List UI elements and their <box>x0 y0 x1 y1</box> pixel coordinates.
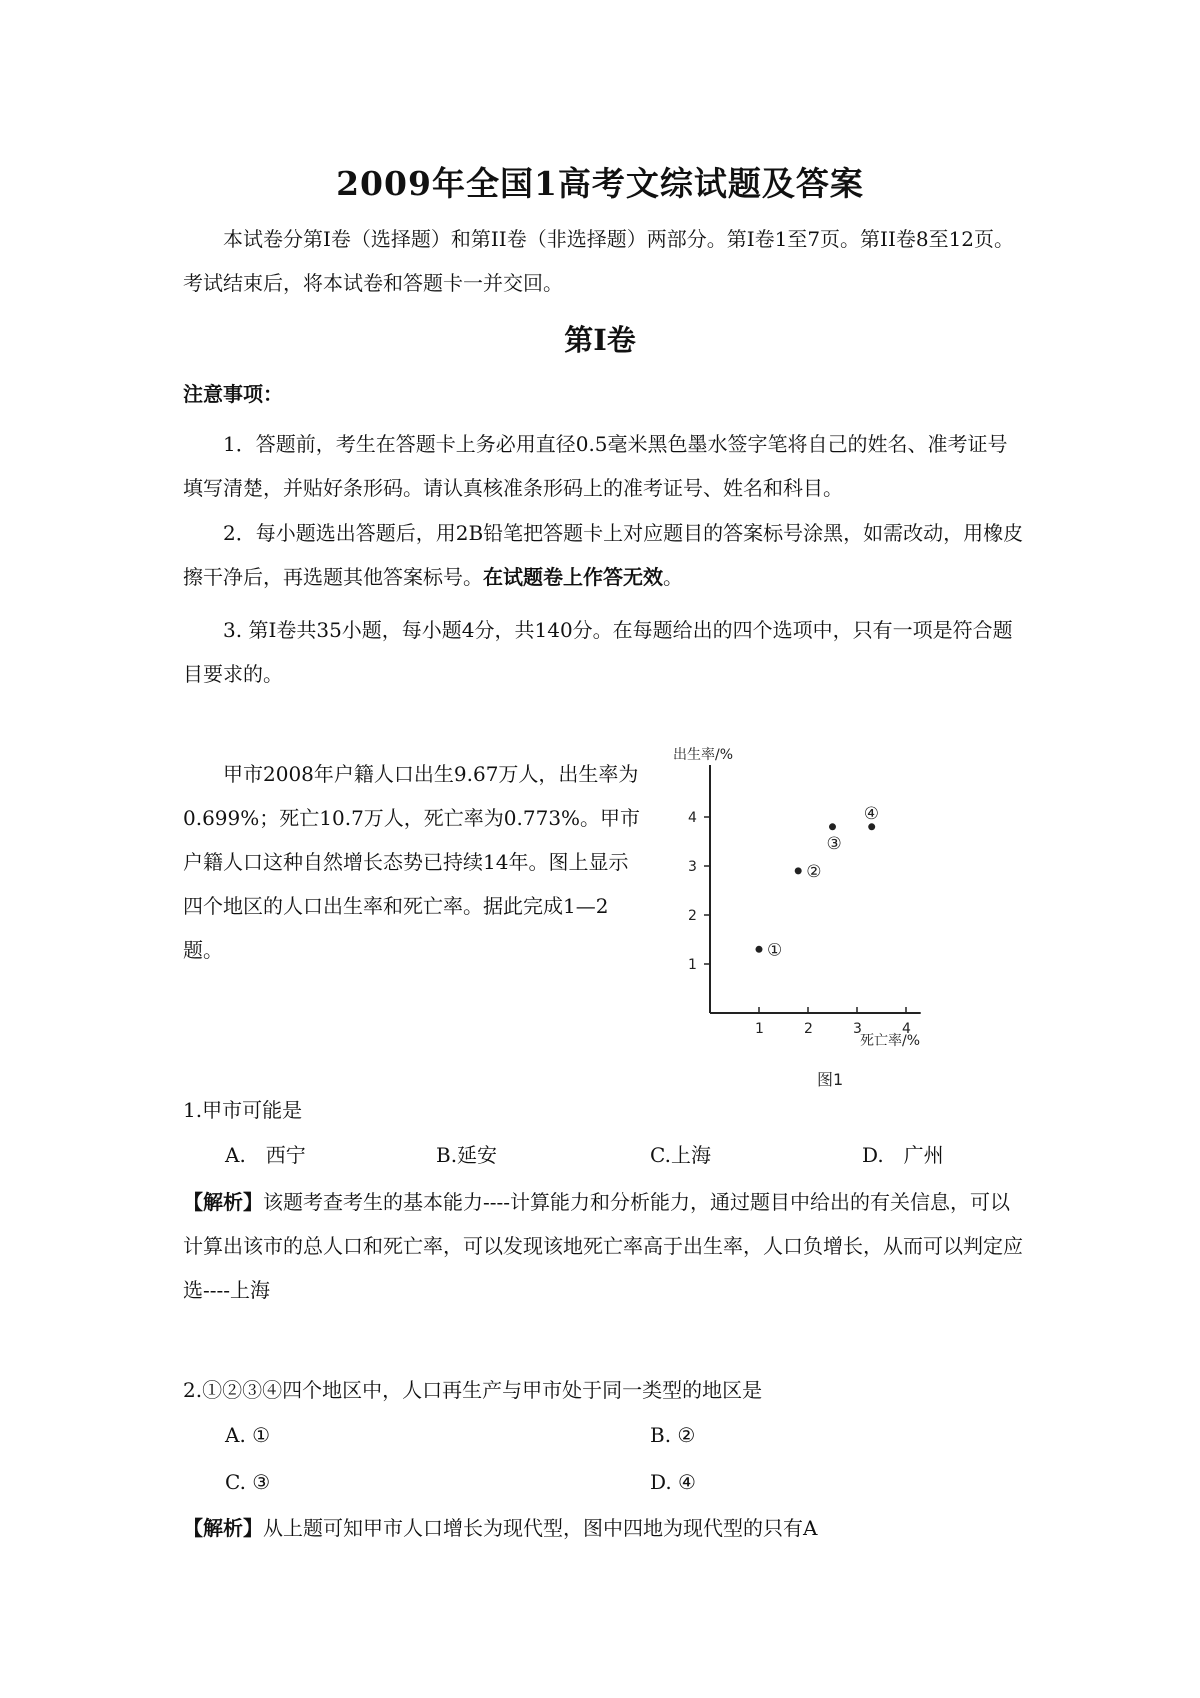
q1-analysis <box>183 1180 1025 1312</box>
y-tick-label-1: 1 <box>688 957 697 973</box>
y-tick-label-3: 3 <box>688 859 697 875</box>
q1-option-c: C.上海 <box>650 1143 711 1167</box>
x-tick-label-2: 2 <box>804 1021 813 1037</box>
scatter-chart <box>655 745 970 1090</box>
q1-analysis-label: 【解析】 <box>183 1190 263 1214</box>
data-label-2: ② <box>806 861 822 882</box>
q2-option-b: B. ② <box>650 1423 696 1447</box>
figure-caption: 图1 <box>817 1070 844 1089</box>
x-axis-label: 死亡率/% <box>860 1033 921 1049</box>
passage-paragraph: 甲市2008年户籍人口出生9.67万人，出生率为0.699%；死亡10.7万人，死亡率为0.773%。甲市户籍人口这种自然增长态势已持续14年。图上显示四个地区的人口出生率和死亡率。据此完成1—2题。 <box>183 762 641 962</box>
page-title: 2009年全国1高考文综试题及答案 <box>336 164 864 203</box>
notice-item-2 <box>183 511 1025 599</box>
notice-heading: 注意事项： <box>183 382 283 406</box>
y-tick-label-2: 2 <box>688 908 697 924</box>
data-label-3: ③ <box>826 833 842 854</box>
data-point-1 <box>756 946 763 953</box>
y-tick-label-4: 4 <box>688 810 697 826</box>
y-axis-label: 出生率/% <box>673 747 734 763</box>
notice-item-3: 3. 第Ⅰ卷共35小题，每小题4分，共140分。在每题给出的四个选项中，只有一项是符合题目要求的。 <box>183 618 1013 686</box>
q2-option-c: C. ③ <box>225 1470 271 1494</box>
q2-analysis <box>183 1506 1025 1550</box>
data-point-4 <box>868 823 875 830</box>
q1-option-d: D. 广州 <box>862 1143 944 1167</box>
q1-option-a: A. 西宁 <box>225 1143 306 1167</box>
data-label-1: ① <box>767 940 783 961</box>
figure-1 <box>655 745 970 1090</box>
question-1-stem: 1.甲市可能是 <box>183 1098 303 1122</box>
notice-item-2-bold: 在试题卷上作答无效 <box>483 565 663 589</box>
q1-option-b: B.延安 <box>436 1143 498 1167</box>
q2-analysis-text: 从上题可知甲市人口增长为现代型，图中四地为现代型的只有A <box>263 1516 818 1540</box>
x-tick-label-1: 1 <box>755 1021 764 1037</box>
question-2-stem: 2.①②③④四个地区中，人口再生产与甲市处于同一类型的地区是 <box>183 1378 763 1402</box>
x-tick-label-4: 4 <box>902 1021 911 1037</box>
section-title: 第Ⅰ卷 <box>564 323 636 357</box>
q1-analysis-text: 该题考查考生的基本能力----计算能力和分析能力，通过题目中给出的有关信息，可以计算出该市的总人口和死亡率，可以发现该地死亡率高于出生率，人口负增长，从而可以判定应选----上海 <box>183 1190 1023 1302</box>
notice-item-2-text: 2．每小题选出答题后，用2B铅笔把答题卡上对应题目的答案标号涂黑，如需改动，用橡皮擦干净后，再选题其他答案标号。 <box>183 521 1024 589</box>
data-point-2 <box>795 867 802 874</box>
q2-option-a: A. ① <box>225 1423 271 1447</box>
q2-analysis-label: 【解析】 <box>183 1516 263 1540</box>
x-tick-label-3: 3 <box>853 1021 862 1037</box>
intro-paragraph: 本试卷分第Ⅰ卷（选择题）和第II卷（非选择题）两部分。第Ⅰ卷1至7页。第II卷8至12页。考试结束后，将本试卷和答题卡一并交回。 <box>183 227 1015 295</box>
q2-option-d: D. ④ <box>650 1470 696 1494</box>
data-point-3 <box>829 823 836 830</box>
data-label-4: ④ <box>863 803 879 824</box>
notice-item-2-end: 。 <box>663 565 683 589</box>
notice-item-1: 1．答题前，考生在答题卡上务必用直径0.5毫米黑色墨水签字笔将自己的姓名、准考证号填写清楚，并贴好条形码。请认真核准条形码上的准考证号、姓名和科目。 <box>183 432 1008 500</box>
